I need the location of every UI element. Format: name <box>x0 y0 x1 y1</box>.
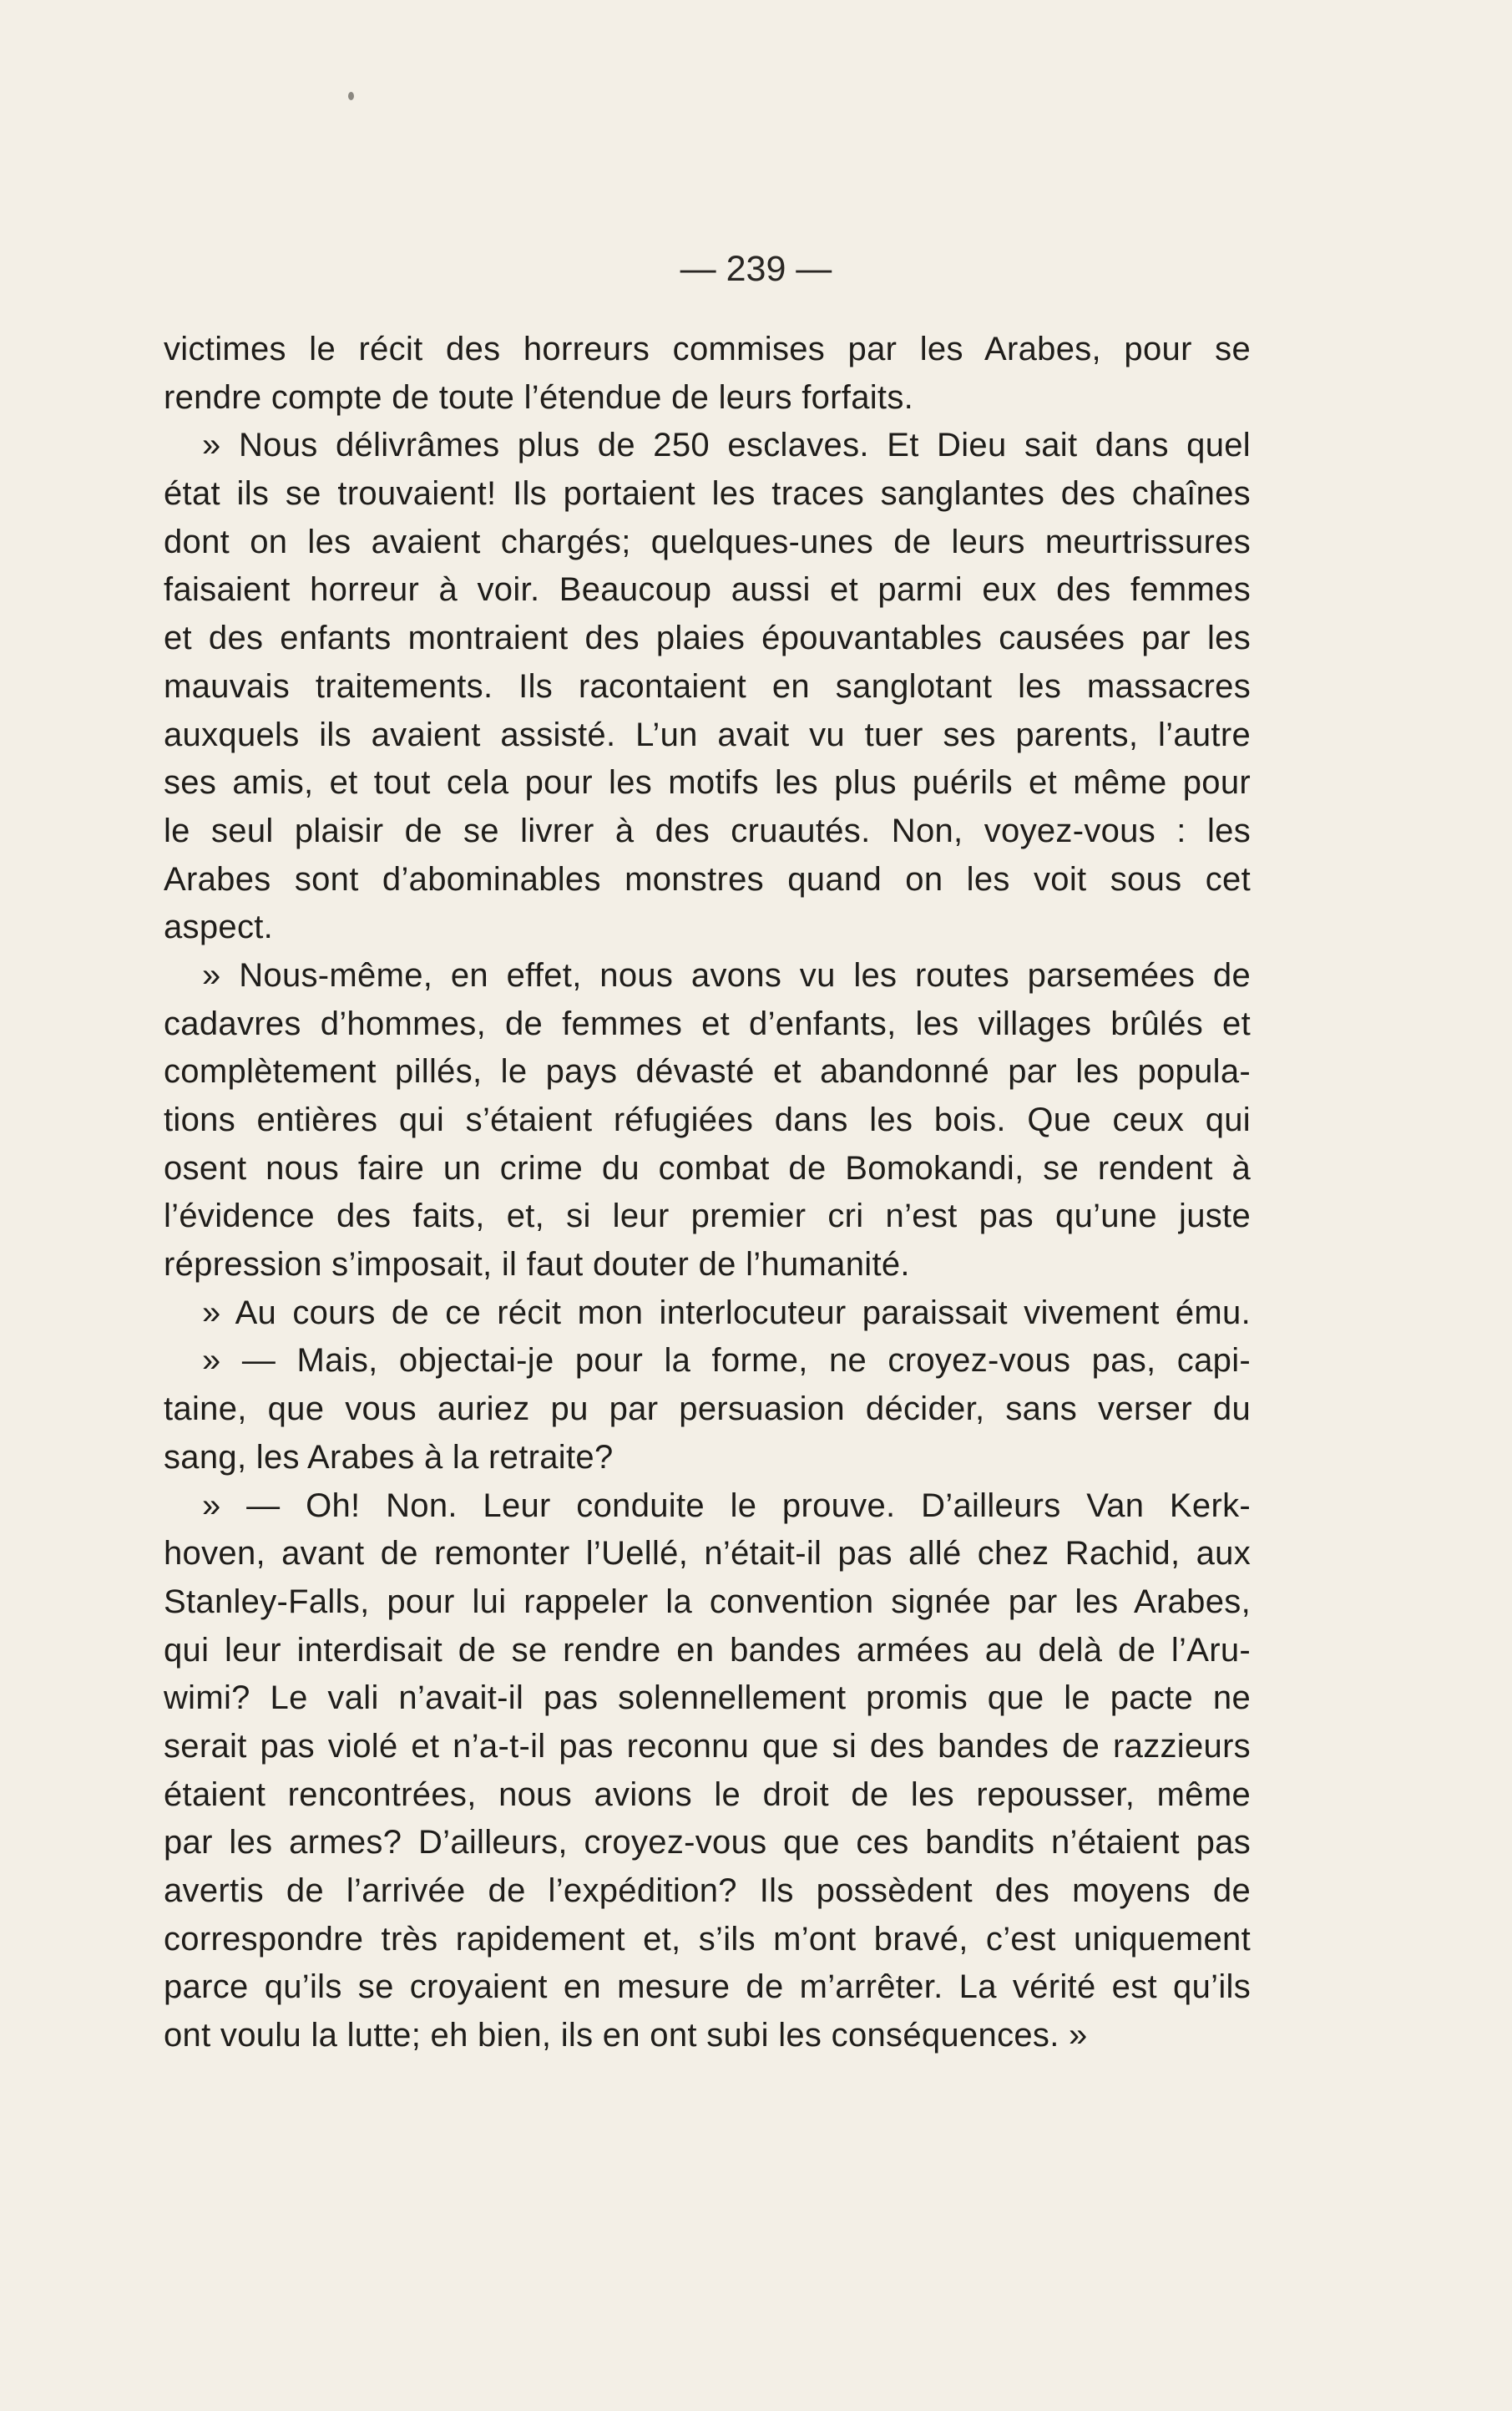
body-text <box>164 326 1251 2060</box>
text-line: » Nous délivrâmes plus de 250 esclaves. Et Dieu sait dans quel <box>202 427 1251 464</box>
text-line: étaient rencontrées, nous avions le droit de les repousser, même <box>164 1775 1251 1813</box>
text-line: taine, que vous auriez pu par persuasion décider, sans verser du <box>164 1390 1251 1428</box>
text-line: le seul plaisir de se livrer à des cruautés. Non, voyez-vous : les <box>164 812 1251 849</box>
text-line: serait pas violé et n’a-t-il pas reconnu que si des bandes de razzieurs <box>164 1727 1251 1765</box>
text-line: Stanley-Falls, pour lui rappeler la convention signée par les Arabes, <box>164 1583 1251 1620</box>
text-line: aspect. <box>164 909 274 946</box>
text-line: » — Mais, objectai-je pour la forme, ne croyez-vous pas, capi- <box>202 1342 1251 1380</box>
text-line: état ils se trouvaient! Ils portaient les traces sanglantes des chaînes <box>164 475 1251 513</box>
text-line: Arabes sont d’abominables monstres quand on les voit sous cet <box>164 860 1251 898</box>
text-line: parce qu’ils se croyaient en mesure de m’arrêter. La vérité est qu’ils <box>164 1968 1251 2006</box>
text-line: sang, les Arabes à la retraite? <box>164 1438 614 1476</box>
text-line: » Nous-même, en effet, nous avons vu les routes parsemées de <box>202 956 1251 994</box>
page-number: — 239 — <box>680 249 832 289</box>
text-line: répression s’imposait, il faut douter de l’humanité. <box>164 1246 910 1284</box>
text-line: correspondre très rapidement et, s’ils m’ont bravé, c’est uniquement <box>164 1920 1251 1958</box>
text-line: avertis de l’arrivée de l’expédition? Ils possèdent des moyens de <box>164 1872 1251 1909</box>
text-line: dont on les avaient chargés; quelques-unes de leurs meurtrissures <box>164 523 1251 560</box>
text-line: complètement pillés, le pays dévasté et abandonné par les popula- <box>164 1053 1251 1091</box>
text-line: et des enfants montraient des plaies épouvantables causées par les <box>164 620 1251 657</box>
text-line: osent nous faire un crime du combat de Bomokandi, se rendent à <box>164 1149 1251 1187</box>
text-line: hoven, avant de remonter l’Uellé, n’était-il pas allé chez Rachid, aux <box>164 1535 1251 1573</box>
text-line: tions entières qui s’étaient réfugiées dans les bois. Que ceux qui <box>164 1102 1251 1138</box>
text-line: cadavres d’hommes, de femmes et d’enfants, les villages brûlés et <box>164 1005 1251 1042</box>
text-line: auxquels ils avaient assisté. L’un avait vu tuer ses parents, l’autre <box>164 716 1251 753</box>
text-line: rendre compte de toute l’étendue de leurs forfaits. <box>164 378 914 416</box>
text-line: l’évidence des faits, et, si leur premier cri n’est pas qu’une juste <box>164 1198 1251 1235</box>
text-line: faisaient horreur à voir. Beaucoup aussi et parmi eux des femmes <box>164 571 1251 609</box>
ink-speck <box>348 92 354 100</box>
text-line: victimes le récit des horreurs commises par les Arabes, pour se <box>164 331 1251 367</box>
text-line: wimi? Le vali n’avait-il pas solennellement promis que le pacte ne <box>164 1679 1251 1717</box>
text-line: » — Oh! Non. Leur conduite le prouve. D’ailleurs Van Kerk- <box>202 1487 1251 1524</box>
text-line: qui leur interdisait de se rendre en bandes armées au delà de l’Aru- <box>164 1631 1251 1669</box>
text-line: ses amis, et tout cela pour les motifs les plus puérils et même pour <box>164 764 1251 802</box>
text-line: » Au cours de ce récit mon interlocuteur paraissait vivement ému. <box>202 1294 1251 1331</box>
text-line: mauvais traitements. Ils racontaient en sanglotant les massacres <box>164 667 1251 705</box>
text-line: ont voulu la lutte; eh bien, ils en ont subi les conséquences. » <box>164 2017 1088 2054</box>
text-line: par les armes? D’ailleurs, croyez-vous que ces bandits n’étaient pas <box>164 1824 1251 1861</box>
